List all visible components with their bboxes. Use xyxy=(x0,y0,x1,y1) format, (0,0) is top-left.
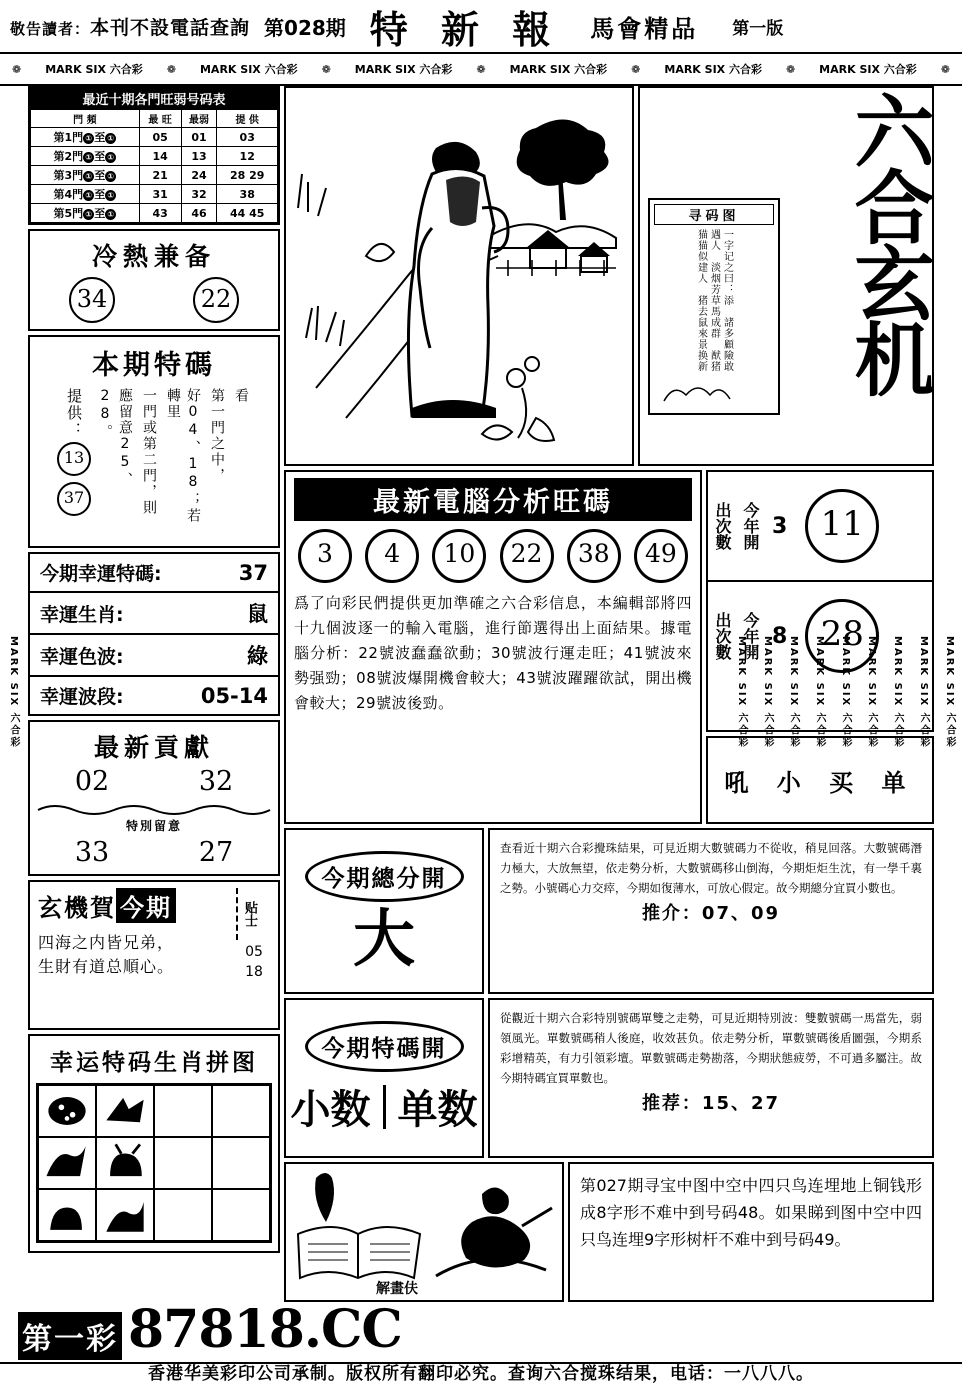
special-ball-1: 13 xyxy=(57,442,91,476)
slogan-box xyxy=(706,736,934,824)
rank-offer: 28 29 xyxy=(217,166,278,185)
rank-table-box xyxy=(28,86,280,225)
puzzle-cell xyxy=(38,1137,96,1189)
total-prediction-pill: 今期總分開 xyxy=(305,851,464,902)
wave-divider-icon xyxy=(34,802,274,812)
lucky-value: 鼠 xyxy=(247,602,268,626)
flower-icon: ❁ xyxy=(476,62,486,76)
rank-hot: 05 xyxy=(139,128,181,147)
zodiac-puzzle-box xyxy=(28,1034,280,1253)
rank-hot: 43 xyxy=(139,204,181,223)
vertical-title: 六合玄机 xyxy=(841,90,935,394)
rail-item: MARK SIX 六合彩 xyxy=(840,635,851,749)
total-prediction-note-box xyxy=(488,828,934,994)
rank-offer: 03 xyxy=(217,128,278,147)
total-prediction-note: 查看近十期六合彩攪珠結果，可見近期大數號碼力不從收，稍見回落。大數號碼潛力極大，大放無望，依走勢分析，大數號碼移山倒海，今期炬炬生沈，有一學千裏之勢。小號碼心力交瘁，今期如復薄水，可放心假定。故今期總分宜買小數也。 xyxy=(500,841,922,895)
open-stat-row xyxy=(708,472,932,582)
contribution-bottom-1: 33 xyxy=(74,837,110,868)
lady-landscape-illustration xyxy=(286,88,632,464)
bottom-note-text: 第027期寻宝中图中空中四只鸟连埋地上铜钱形成8字形不难中到号码48。如果睇到图中空中四只鸟连埋9字形树杆不难中到号码49。 xyxy=(580,1176,922,1249)
flower-icon: ❁ xyxy=(940,62,950,76)
open-stats-box xyxy=(706,470,934,732)
special-code-title: 本期特碼 xyxy=(92,350,216,381)
rank-table-title: 最近十期各門旺弱号码表 xyxy=(30,88,278,109)
lucky-value: 05-14 xyxy=(200,683,268,708)
code-chart-caption: 寻码图 xyxy=(654,204,774,225)
strip-item: MARK SIX 六合彩 xyxy=(354,63,453,76)
contribution-title: 最新貢獻 xyxy=(93,733,214,762)
puzzle-cell xyxy=(212,1137,270,1189)
rail-item: MARK SIX 六合彩 xyxy=(866,635,877,749)
analysis-ball: 22 xyxy=(500,529,554,583)
computer-analysis-box xyxy=(284,470,702,824)
marksix-strip xyxy=(0,52,962,86)
lucky-box xyxy=(28,552,280,716)
divider xyxy=(383,1085,386,1129)
rail-item: MARK SIX 六合彩 xyxy=(8,635,19,749)
rank-weak: 32 xyxy=(181,185,217,204)
flower-icon: ❁ xyxy=(321,62,331,76)
puzzle-cell xyxy=(96,1137,154,1189)
lucky-row xyxy=(30,677,278,714)
masthead-notice-prefix: 敬告讀者： xyxy=(10,19,91,38)
lucky-row xyxy=(30,593,278,635)
puzzle-cell xyxy=(38,1085,96,1137)
masthead-notice-text: 本刊不設電話查詢 xyxy=(90,16,251,39)
open-count-value: 8 xyxy=(772,623,788,649)
xuanji-tip-1: 05 xyxy=(245,944,263,960)
total-prediction-recommend: 推介：07、09 xyxy=(641,903,781,924)
page-title: 特 新 報 xyxy=(369,6,561,52)
analysis-ball: 3 xyxy=(298,529,352,583)
rail-item: MARK SIX 六合彩 xyxy=(762,635,773,749)
open-count-label: 出次數 xyxy=(713,502,732,550)
total-prediction-value: 大 xyxy=(352,901,415,975)
rank-weak: 01 xyxy=(181,128,217,147)
special-prediction-note-box xyxy=(488,998,934,1158)
xuanji-head-left: 玄機賀 xyxy=(38,893,116,922)
table-row xyxy=(31,166,278,185)
strip-item: MARK SIX 六合彩 xyxy=(45,63,143,76)
picture-caption: 解畫伕 xyxy=(376,1281,418,1297)
rank-offer: 44 45 xyxy=(217,204,278,223)
special-ball-2: 37 xyxy=(57,482,91,516)
special-prediction-left: 小数 xyxy=(290,1086,371,1133)
lucky-label: 幸運生肖: xyxy=(40,603,124,626)
rank-table-header: 最弱 xyxy=(181,110,217,128)
puzzle-cell xyxy=(154,1137,212,1189)
special-prediction-values xyxy=(290,1078,478,1135)
code-chart-box xyxy=(648,198,780,415)
brand-badge: 第一彩 xyxy=(18,1312,122,1360)
zodiac-puzzle-grid xyxy=(36,1083,272,1243)
strip-item: MARK SIX 六合彩 xyxy=(199,63,298,76)
flower-icon: ❁ xyxy=(11,62,22,76)
open-number-ball: 28 xyxy=(805,599,879,673)
special-line-3: 好04、18；若轉里 xyxy=(165,388,201,524)
open-count-label: 出次數 xyxy=(713,612,732,660)
cold-hot-number: 22 xyxy=(193,277,239,323)
masthead-issue: 第028期 xyxy=(264,15,346,40)
contribution-top xyxy=(30,766,278,797)
lucky-value: 綠 xyxy=(247,644,268,668)
special-line-2: 一門或第二門，則 xyxy=(141,388,157,516)
open-number-ball: 11 xyxy=(805,489,879,563)
rank-table-header: 門 頻 xyxy=(31,110,140,128)
xuanji-tip-2: 18 xyxy=(245,964,263,980)
rank-table xyxy=(30,109,278,223)
flower-icon: ❁ xyxy=(166,62,176,76)
xuanji-box xyxy=(28,880,280,1030)
rail-item: MARK SIX 六合彩 xyxy=(918,635,929,749)
left-column xyxy=(28,86,280,1302)
book-and-figure-illustration xyxy=(286,1164,562,1300)
rail-item: MARK SIX 六合彩 xyxy=(892,635,903,749)
xuanji-tips xyxy=(236,888,272,980)
brand-watermark xyxy=(18,1299,402,1360)
xuanji-tips-label: 贴士 xyxy=(236,888,259,940)
code-chart-poem: 一字记之曰：添 諸多顧險敢遇人 淡烟芳草馬成群 猷猪猫猫似建人 猪去鼠來景换新 xyxy=(695,229,733,372)
rank-gate: 第1門 ① 至 ① xyxy=(31,128,140,147)
puzzle-cell xyxy=(96,1189,154,1241)
open-stats-column xyxy=(706,470,934,824)
rank-weak: 13 xyxy=(181,147,217,166)
open-stat-row xyxy=(708,582,932,690)
puzzle-cell xyxy=(212,1189,270,1241)
brand-domain: 87818.CC xyxy=(128,1299,402,1360)
left-rail xyxy=(0,84,26,1300)
lucky-row xyxy=(30,554,278,593)
table-row xyxy=(31,128,278,147)
main-content xyxy=(28,86,934,1302)
computer-analysis-title: 最新電腦分析旺碼 xyxy=(294,478,692,521)
masthead-page-label: 第一版 xyxy=(732,18,784,39)
rank-table-header: 提 供 xyxy=(217,110,278,128)
open-count-value: 3 xyxy=(772,513,788,539)
lucky-label: 幸運色波: xyxy=(40,645,124,668)
special-provide-label: 提供： xyxy=(65,388,83,439)
analysis-balls xyxy=(298,529,688,583)
rank-weak: 24 xyxy=(181,166,217,185)
rank-gate: 第5門 ① 至 ① xyxy=(31,204,140,223)
special-code-box xyxy=(28,335,280,548)
special-prediction-note: 從觀近十期六合彩特別號碼單雙之走勢，可見近期特別波：雙數號碼一馬當先，弱領風光。單數號碼稍人後庭，收效甚负。依走勢分析，單數號碼後盾圖强，今期系彩增精英，有力引領彩壇。單數號碼走勢勘落，今期狀態疲勞，不可過多屬注。故今期特碼宜買單數也。 xyxy=(500,1011,922,1085)
rank-hot: 31 xyxy=(139,185,181,204)
lucky-value: 37 xyxy=(238,560,268,585)
analysis-ball: 4 xyxy=(365,529,419,583)
special-prediction-recommend: 推荐：15、27 xyxy=(641,1093,781,1114)
contribution-box xyxy=(28,720,280,876)
analysis-ball: 10 xyxy=(432,529,486,583)
lucky-row xyxy=(30,635,278,677)
flower-icon: ❁ xyxy=(785,62,796,76)
secondary-illustration-box xyxy=(284,1162,564,1302)
small-figure-icon xyxy=(654,377,772,405)
table-row xyxy=(31,185,278,204)
contribution-top-1: 02 xyxy=(74,766,110,797)
analysis-ball: 49 xyxy=(634,529,688,583)
strip-item: MARK SIX 六合彩 xyxy=(509,63,608,76)
xuanji-line-2: 生財有道总順心。 xyxy=(38,957,175,976)
rank-offer: 12 xyxy=(217,147,278,166)
special-prediction-pill: 今期特碼開 xyxy=(305,1021,464,1072)
analysis-ball: 38 xyxy=(567,529,621,583)
contribution-tagline: 特別留意 xyxy=(125,819,182,833)
lucky-label: 今期幸運特碼: xyxy=(40,563,162,585)
bottom-note-box xyxy=(568,1162,934,1302)
special-prediction-box xyxy=(284,998,484,1158)
puzzle-cell xyxy=(96,1085,154,1137)
masthead-subtitle: 馬會精品 xyxy=(590,14,699,43)
rail-item: MARK SIX 六合彩 xyxy=(944,635,955,749)
puzzle-cell xyxy=(212,1085,270,1137)
special-line-1: 應留意25、28。 xyxy=(97,388,133,488)
puzzle-cell xyxy=(154,1085,212,1137)
rank-gate: 第4門 ① 至 ① xyxy=(31,185,140,204)
table-row xyxy=(31,147,278,166)
rank-hot: 21 xyxy=(139,166,181,185)
flower-icon: ❁ xyxy=(631,62,641,76)
open-year-label: 今年開 xyxy=(741,502,760,550)
masthead-notice xyxy=(10,13,250,40)
rail-item: MARK SIX 六合彩 xyxy=(788,635,799,749)
cold-hot-title: 冷熱兼备 xyxy=(91,242,216,271)
zodiac-puzzle-title: 幸运特码生肖拼图 xyxy=(50,1049,258,1076)
rank-weak: 46 xyxy=(181,204,217,223)
rank-gate: 第3門 ① 至 ① xyxy=(31,166,140,185)
rail-item: MARK SIX 六合彩 xyxy=(736,635,747,749)
lucky-label: 幸運波段: xyxy=(40,686,124,708)
total-prediction-box xyxy=(284,828,484,994)
illustration-box xyxy=(284,86,634,466)
right-column xyxy=(284,86,934,1302)
cold-hot-number: 34 xyxy=(69,277,115,323)
puzzle-cell xyxy=(38,1189,96,1241)
strip-item: MARK SIX 六合彩 xyxy=(819,63,917,76)
contribution-bottom xyxy=(30,837,278,868)
special-prediction-right: 单数 xyxy=(397,1086,478,1133)
rank-hot: 14 xyxy=(139,147,181,166)
table-row xyxy=(31,204,278,223)
puzzle-cell xyxy=(154,1189,212,1241)
xuanji-line-1: 四海之内皆兄弟， xyxy=(38,933,175,952)
open-year-label: 今年開 xyxy=(741,612,760,660)
special-provide xyxy=(57,388,91,519)
special-line-4: 第一門之中， xyxy=(209,388,225,484)
cold-hot-box xyxy=(28,229,280,331)
strip-item: MARK SIX 六合彩 xyxy=(664,63,762,76)
masthead xyxy=(0,0,962,52)
computer-analysis-text: 爲了向彩民們提供更加準確之六合彩信息，本編輯部將四十九個波逐一的輸入電腦，進行節選得出上面結果。據電腦分析：22號波蠢蠢欲動；30號波行運走旺；41號波來勢强勁；08號波爆開機會較大；43號波躍躍欲試，開出機會較大；29號波後勁。 xyxy=(294,594,692,712)
rank-offer: 38 xyxy=(217,185,278,204)
rank-table-header: 最 旺 xyxy=(139,110,181,128)
slogan-text: 吼 小 买 单 xyxy=(724,767,916,797)
contribution-top-2: 32 xyxy=(198,766,234,797)
rank-gate: 第2門 ① 至 ① xyxy=(31,147,140,166)
xuanji-head-highlight: 今期 xyxy=(116,888,176,923)
footer-text: 香港华美彩印公司承制。版权所有翻印必究。查询六合搅珠结果，电话：一八八八。 xyxy=(148,1364,814,1384)
rail-item: MARK SIX 六合彩 xyxy=(814,635,825,749)
contribution-bottom-2: 27 xyxy=(198,837,234,868)
special-line-5: 看 xyxy=(233,388,249,404)
title-block xyxy=(638,86,934,466)
